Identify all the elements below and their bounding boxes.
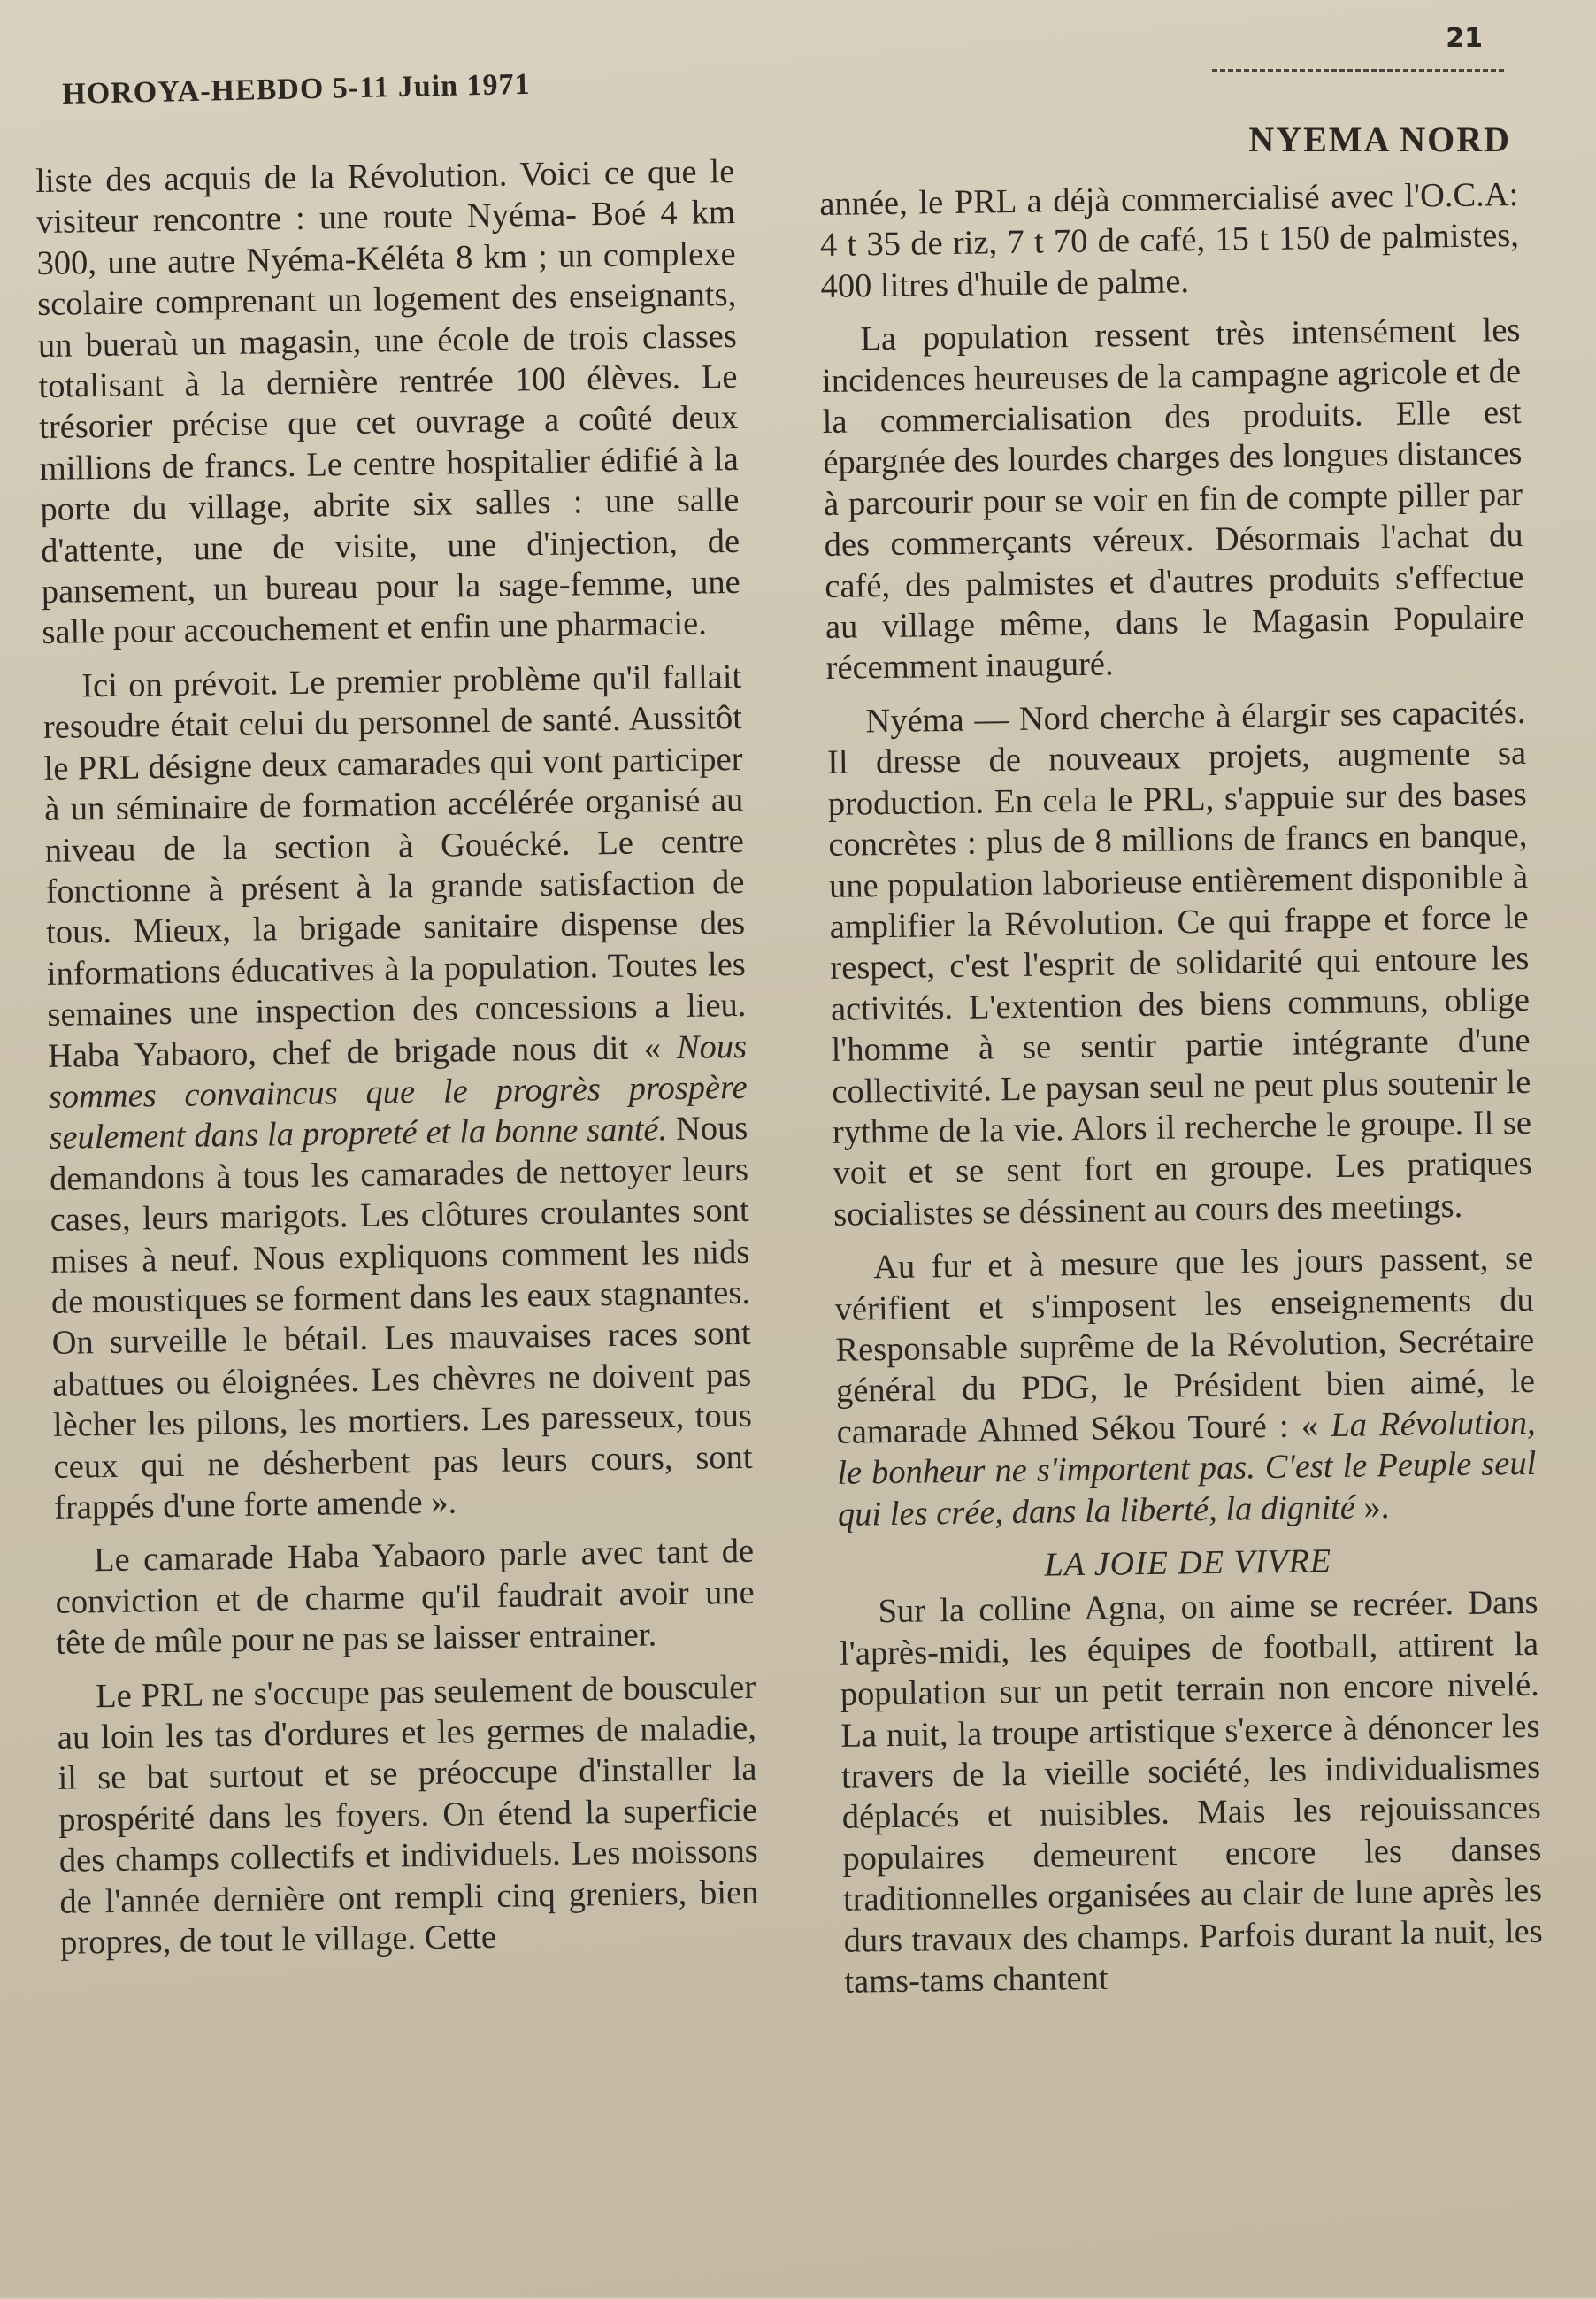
paragraph: Sur la colline Agna, on aime se recréer. Dans l'après-midi, les équipes de football, attirent la population sur un petit terrain non encore nivelé. La nuit, la troupe artistique s'exerce à dénoncer les travers de la vieille société, les individualismes déplacés et nuisibles. Mais les rejouissances populaires demeurent encore les danses traditionnelles organisées au clair de lune après les durs travaux des champs. Parfois durant la nuit, les tams-tams chantent	[839, 1584, 1543, 2001]
subheading: LA JOIE DE VIVRE	[1044, 1542, 1332, 1584]
paragraph	[42, 657, 754, 1528]
paragraph: liste des acquis de la Révolution. Voici ce que le visiteur rencontre : une route Nyéma- Boé 4 km 300, une autre Nyéma-Kéléta 8 km ; un complexe scolaire comprenant un logement des enseignants, un bueraù un magasin, une école de trois classes totalisant à la dernière rentrée 100 élèves. Le trésorier précise que cet ouvrage a coûté deux millions de francs. Le centre hospitalier édifié à la porte du village, abrite six salles : une salle d'attente, une de visite, une d'injection, de pansement, un bureau pour la sage-femme, une salle pour accouchement et enfin une pharmacie.	[35, 152, 741, 652]
text-run: Ici on prévoit. Le premier problème qu'il fallait resoudre était celui du personnel de santé. Aussitôt le PRL désigne deux camarades qui vont participer à un séminaire de formation accélérée organisé au niveau de la section à Gouécké. Le centre fonctionne à présent à la grande satisfaction de tous. Mieux, la brigade sanitaire dispense des informations éducatives à la population. Toutes les semaines une inspection des concessions a lieu. Haba Yabaoro, chef de brigade nous dit «	[42, 657, 747, 1075]
quotation: La Révolution, le bonheur ne s'importent pas. C'est le Peuple seul qui les crée, dans la liberté, la dignité	[837, 1403, 1537, 1534]
text-run: ».	[1354, 1488, 1390, 1526]
running-head: HOROYA-HEBDO 5-11 Juin 1971	[62, 67, 531, 111]
paragraph: La population ressent très intensément les incidences heureuses de la campagne agricole et de la commercialisation des produits. Elle est épargnée des lourdes charges des longues distances à parcourir pour se voir en fin de compte piller par des commerçants véreux. Désormais l'achat du café, des palmistes et d'autres produits s'effectue au village même, dans le Magasin Populaire récemment inauguré.	[821, 311, 1525, 688]
quotation: Nous sommes convaincus que le progrès prospère seulement dans la propreté et la bonne santé.	[48, 1027, 748, 1157]
paragraph: année, le PRL a déjà commercialisé avec l'O.C.A: 4 t 35 de riz, 7 t 70 de café, 15 t 150 de palmistes, 400 litres d'huile de palme.	[819, 175, 1520, 305]
text-run: Nous demandons à tous les camarades de nettoyer leurs cases, leurs marigots. Les clôtures croulantes sont mises à neuf. Nous expliquons comment les nids de moustiques se forment dans les eaux stagnantes. On surveille le bétail. Les mauvaises races sont abattues ou éloignées. Les chèvres ne doivent pas lècher les pilons, les mortiers. Les paresseux, tous ceux qui ne désherbent pas leurs cours, sont frappés d'une forte amende ».	[49, 1110, 753, 1526]
text-run: Au fur et à mesure que les jours passent, se vérifient et s'imposent les enseignements du Responsable suprême de la Révolution, Secrétaire général du PDG, le Président bien aimé, le camarade Ahmed Sékou Touré : «	[834, 1240, 1536, 1451]
article-column-left	[35, 151, 763, 2276]
page-number: 21	[1446, 23, 1483, 54]
paragraph: Le PRL ne s'occupe pas seulement de bousculer au loin les tas d'ordures et les germes de maladie, il se bat surtout et se préoccupe d'installer la prospérité dans les foyers. On étend la superficie des champs collectifs et individuels. Les moissons de l'année dernière ont rempli cinq greniers, bien propres, de tout le village. Cette	[57, 1668, 759, 1962]
header-rule	[1212, 69, 1504, 72]
section-title: NYEMA NORD	[1248, 119, 1511, 159]
paragraph: Nyéma — Nord cherche à élargir ses capacités. Il dresse de nouveaux projets, augmente sa production. En cela le PRL, s'appuie sur des bases concrètes : plus de 8 millions de francs en banque, une population laborieuse entièrement disponible à amplifier la Révolution. Ce qui frappe et force le respect, c'est l'esprit de solidarité qui entoure les activités. L'extention des biens communs, oblige l'homme à se sentir partie intégrante d'une collectivité. Le paysan seul ne peut plus soutenir le rythme de la vie. Alors il recherche le groupe. Il se voit et se sent fort en groupe. Les pratiques socialistes se déssinent au cours des meetings.	[826, 693, 1532, 1234]
article-column-right	[819, 174, 1547, 2299]
paragraph: Le camarade Haba Yabaoro parle avec tant de conviction et de charme qu'il faudrait avoir une tête de mûle pour ne pas se laisser entrainer.	[55, 1533, 755, 1663]
paragraph	[834, 1238, 1537, 1535]
